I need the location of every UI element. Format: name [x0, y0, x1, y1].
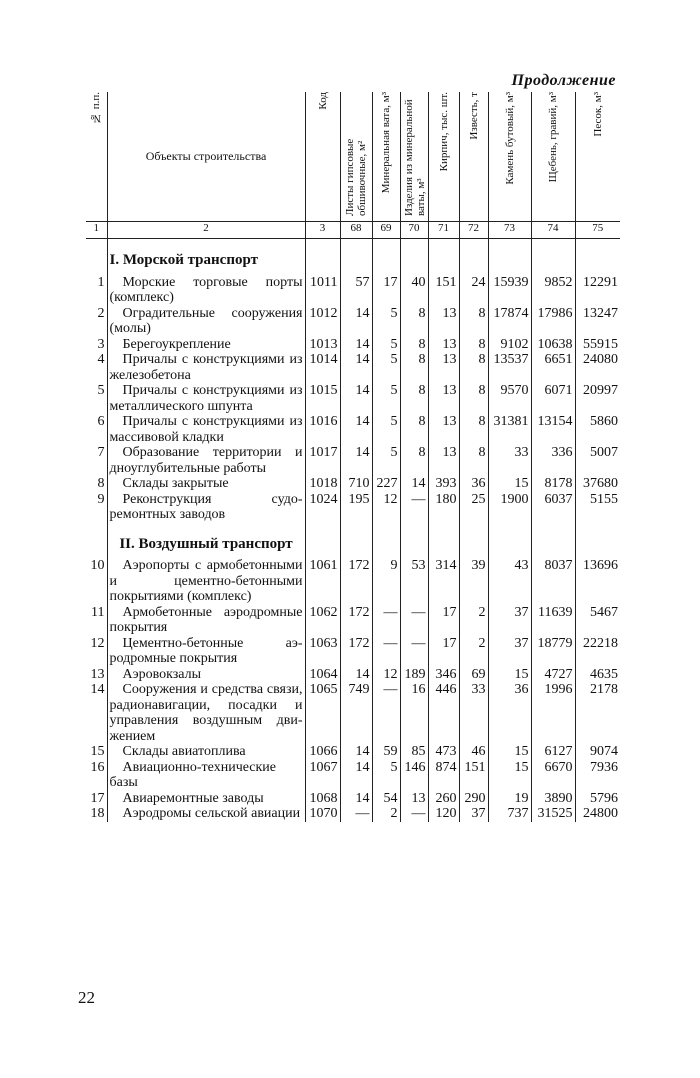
value-cell: 14: [400, 476, 428, 492]
page-number: 22: [78, 988, 95, 1007]
value-cell: 57: [340, 275, 372, 306]
table-row: [86, 791, 620, 807]
row-number: 10: [90, 558, 105, 573]
value-cell: 336: [531, 445, 575, 476]
value-cell: 1900: [488, 492, 531, 523]
empty-cell: [372, 239, 400, 275]
value-cell: 5796: [575, 791, 620, 807]
empty-cell: [488, 239, 531, 275]
empty-cell: [305, 239, 340, 275]
value-cell: 120: [428, 806, 459, 822]
value-cell: 14: [340, 760, 372, 791]
row-number: 6: [97, 414, 105, 429]
object-name: Склады авиатоплива: [107, 744, 305, 760]
empty-cell: [428, 523, 459, 559]
value-cell: 4727: [531, 667, 575, 683]
value-cell: 31525: [531, 806, 575, 822]
table-row: [86, 605, 620, 636]
row-number: 9: [97, 491, 105, 507]
value-cell: 2: [372, 806, 400, 822]
value-cell: 749: [340, 682, 372, 744]
value-cell: 13: [428, 383, 459, 414]
header-col-72: Известь, т: [459, 92, 488, 222]
value-cell: 8: [459, 383, 488, 414]
column-number-row: [86, 222, 620, 239]
value-cell: 7936: [575, 760, 620, 791]
value-cell: 4635: [575, 667, 620, 683]
value-cell: —: [340, 806, 372, 822]
value-cell: 2: [459, 605, 488, 636]
table-row: [86, 806, 620, 822]
empty-cell: [86, 523, 107, 559]
code-cell: 1016: [305, 414, 340, 445]
value-cell: 59: [372, 744, 400, 760]
value-cell: 12291: [575, 275, 620, 306]
table-row: [86, 414, 620, 445]
value-cell: 13: [400, 791, 428, 807]
column-number: 71: [428, 222, 459, 239]
value-cell: 24: [459, 275, 488, 306]
table-row: [86, 383, 620, 414]
value-cell: 16: [400, 682, 428, 744]
value-cell: 10638: [531, 337, 575, 353]
value-cell: 14: [340, 791, 372, 807]
row-number: 16: [90, 759, 105, 775]
value-cell: 14: [340, 337, 372, 353]
object-name: Авиационно-технические базы: [107, 760, 305, 791]
value-cell: 37: [488, 605, 531, 636]
value-cell: 6651: [531, 352, 575, 383]
value-cell: 8: [400, 383, 428, 414]
value-cell: 5: [372, 383, 400, 414]
value-cell: 227: [372, 476, 400, 492]
value-cell: 346: [428, 667, 459, 683]
value-cell: 13: [428, 337, 459, 353]
row-number: 17: [90, 790, 105, 806]
value-cell: 9102: [488, 337, 531, 353]
empty-cell: [340, 523, 372, 559]
value-cell: 5: [372, 306, 400, 337]
value-cell: 314: [428, 558, 459, 605]
object-name: Аэродромы сельской авиации: [107, 806, 305, 822]
section-title: II. Воздушный транспорт: [107, 523, 305, 559]
header-objects: Объекты строительства: [107, 92, 305, 222]
value-cell: 39: [459, 558, 488, 605]
value-cell: 5: [372, 445, 400, 476]
column-number: 2: [107, 222, 305, 239]
value-cell: 5155: [575, 492, 620, 523]
object-name: Образование территории и дноуглубительные работы: [107, 445, 305, 476]
value-cell: 14: [340, 744, 372, 760]
object-name: Оградительные сооружения (молы): [107, 306, 305, 337]
value-cell: 55915: [575, 337, 620, 353]
empty-cell: [428, 239, 459, 275]
object-name: Цементно-бетонные аэродромные покрытия: [107, 636, 305, 667]
value-cell: 33: [459, 682, 488, 744]
header-col-69: Минеральная вата, м³: [372, 92, 400, 222]
value-cell: 15: [488, 667, 531, 683]
table-row: [86, 337, 620, 353]
section-heading-row: [86, 523, 620, 559]
column-number: 69: [372, 222, 400, 239]
header-col-74: Щебень, гравий, м³: [531, 92, 575, 222]
value-cell: 46: [459, 744, 488, 760]
value-cell: 36: [488, 682, 531, 744]
header-number: № п.п.: [86, 92, 107, 222]
header-col-71: Кирпич, тыс. шт.: [428, 92, 459, 222]
value-cell: 6037: [531, 492, 575, 523]
table-row: [86, 306, 620, 337]
value-cell: 15: [488, 760, 531, 791]
value-cell: 24080: [575, 352, 620, 383]
code-cell: 1064: [305, 667, 340, 683]
value-cell: 9852: [531, 275, 575, 306]
row-number: 12: [90, 635, 105, 651]
value-cell: 19: [488, 791, 531, 807]
value-cell: 12: [372, 667, 400, 683]
row-number: 11: [91, 604, 105, 620]
value-cell: 8: [459, 352, 488, 383]
value-cell: 6071: [531, 383, 575, 414]
value-cell: 5860: [575, 414, 620, 445]
value-cell: 9570: [488, 383, 531, 414]
row-number: 7: [97, 445, 105, 460]
column-number: 70: [400, 222, 428, 239]
value-cell: 13: [428, 306, 459, 337]
value-cell: 8: [459, 306, 488, 337]
value-cell: 13537: [488, 352, 531, 383]
table-row: [86, 636, 620, 667]
row-number: 8: [97, 476, 105, 491]
object-name: Авиаремонтные заводы: [107, 791, 305, 807]
empty-cell: [305, 523, 340, 559]
object-name: Склады закрытые: [107, 476, 305, 492]
value-cell: 14: [340, 667, 372, 683]
value-cell: 54: [372, 791, 400, 807]
value-cell: —: [372, 636, 400, 667]
value-cell: —: [372, 605, 400, 636]
column-number: 1: [86, 222, 107, 239]
table-row: [86, 667, 620, 683]
object-name: Причалы с конструкциями из железобетона: [107, 352, 305, 383]
value-cell: 5: [372, 352, 400, 383]
table-row: [86, 492, 620, 523]
code-cell: 1065: [305, 682, 340, 744]
column-number: 68: [340, 222, 372, 239]
value-cell: 172: [340, 605, 372, 636]
header-row: [86, 92, 620, 222]
value-cell: 8: [459, 414, 488, 445]
value-cell: 172: [340, 636, 372, 667]
value-cell: 9: [372, 558, 400, 605]
object-name: Морские торговые порты (комплекс): [107, 275, 305, 306]
code-cell: 1070: [305, 806, 340, 822]
value-cell: 17: [428, 636, 459, 667]
code-cell: 1061: [305, 558, 340, 605]
value-cell: 189: [400, 667, 428, 683]
object-name: Аэровокзалы: [107, 667, 305, 683]
section-title: I. Морской транспорт: [107, 239, 305, 275]
value-cell: 37: [488, 636, 531, 667]
object-name: Армобетонные аэродромные покрытия: [107, 605, 305, 636]
code-cell: 1024: [305, 492, 340, 523]
value-cell: 14: [340, 306, 372, 337]
section-heading-row: [86, 239, 620, 275]
value-cell: 146: [400, 760, 428, 791]
value-cell: 2178: [575, 682, 620, 744]
empty-cell: [86, 239, 107, 275]
column-number: 74: [531, 222, 575, 239]
value-cell: 18779: [531, 636, 575, 667]
value-cell: 11639: [531, 605, 575, 636]
row-number: 18: [90, 806, 105, 821]
value-cell: 13696: [575, 558, 620, 605]
value-cell: 14: [340, 414, 372, 445]
value-cell: 17: [428, 605, 459, 636]
code-cell: 1013: [305, 337, 340, 353]
empty-cell: [575, 523, 620, 559]
value-cell: 151: [428, 275, 459, 306]
value-cell: 69: [459, 667, 488, 683]
column-number: 73: [488, 222, 531, 239]
value-cell: 2: [459, 636, 488, 667]
value-cell: —: [400, 806, 428, 822]
object-name: Реконструкция судоремонтных заводов: [107, 492, 305, 523]
value-cell: 85: [400, 744, 428, 760]
header-code: Код: [305, 92, 340, 222]
value-cell: 43: [488, 558, 531, 605]
row-number: 13: [90, 666, 105, 682]
value-cell: 8178: [531, 476, 575, 492]
code-cell: 1017: [305, 445, 340, 476]
value-cell: 37: [459, 806, 488, 822]
table-row: [86, 275, 620, 306]
value-cell: 446: [428, 682, 459, 744]
header-col-73: Камень бутовый, м³: [488, 92, 531, 222]
empty-cell: [340, 239, 372, 275]
code-cell: 1068: [305, 791, 340, 807]
value-cell: 737: [488, 806, 531, 822]
continuation-label: Продолжение: [511, 72, 616, 89]
table-row: [86, 352, 620, 383]
value-cell: 710: [340, 476, 372, 492]
table-row: [86, 760, 620, 791]
value-cell: 195: [340, 492, 372, 523]
row-number: 2: [97, 305, 105, 321]
value-cell: 17: [372, 275, 400, 306]
column-number: 72: [459, 222, 488, 239]
value-cell: 6127: [531, 744, 575, 760]
empty-cell: [400, 239, 428, 275]
value-cell: 3890: [531, 791, 575, 807]
value-cell: —: [400, 636, 428, 667]
empty-cell: [531, 239, 575, 275]
empty-cell: [400, 523, 428, 559]
value-cell: 24800: [575, 806, 620, 822]
value-cell: 40: [400, 275, 428, 306]
value-cell: 25: [459, 492, 488, 523]
value-cell: 8: [400, 337, 428, 353]
code-cell: 1012: [305, 306, 340, 337]
row-number: 3: [97, 336, 105, 352]
code-cell: 1067: [305, 760, 340, 791]
value-cell: 13: [428, 352, 459, 383]
header-col-68: Листы гипсовые обшивочные, м²: [340, 92, 372, 222]
value-cell: —: [400, 492, 428, 523]
value-cell: 9074: [575, 744, 620, 760]
value-cell: 12: [372, 492, 400, 523]
value-cell: 13: [428, 414, 459, 445]
value-cell: 22218: [575, 636, 620, 667]
value-cell: 172: [340, 558, 372, 605]
value-cell: 5007: [575, 445, 620, 476]
code-cell: 1018: [305, 476, 340, 492]
value-cell: 33: [488, 445, 531, 476]
value-cell: 8037: [531, 558, 575, 605]
value-cell: —: [372, 682, 400, 744]
value-cell: 17986: [531, 306, 575, 337]
value-cell: 473: [428, 744, 459, 760]
row-number: 4: [97, 352, 105, 367]
value-cell: 260: [428, 791, 459, 807]
value-cell: 393: [428, 476, 459, 492]
row-number: 5: [97, 383, 105, 398]
empty-cell: [372, 523, 400, 559]
object-name: Берегоукрепление: [107, 337, 305, 353]
empty-cell: [459, 523, 488, 559]
code-cell: 1011: [305, 275, 340, 306]
column-number: 3: [305, 222, 340, 239]
value-cell: 13154: [531, 414, 575, 445]
value-cell: 290: [459, 791, 488, 807]
value-cell: 14: [340, 383, 372, 414]
value-cell: 31381: [488, 414, 531, 445]
value-cell: 8: [400, 306, 428, 337]
value-cell: 36: [459, 476, 488, 492]
value-cell: 17874: [488, 306, 531, 337]
object-name: Сооружения и средства связи, радионавигации, посадки и управления воздушным движением: [107, 682, 305, 744]
value-cell: 5: [372, 760, 400, 791]
object-name: Причалы с конструкциями из металлического шпунта: [107, 383, 305, 414]
value-cell: 5: [372, 337, 400, 353]
empty-cell: [488, 523, 531, 559]
value-cell: 180: [428, 492, 459, 523]
code-cell: 1066: [305, 744, 340, 760]
value-cell: 8: [400, 414, 428, 445]
value-cell: 37680: [575, 476, 620, 492]
header-col-70: Изделия из минеральной ваты, м³: [400, 92, 428, 222]
materials-table: [86, 92, 620, 822]
value-cell: 15939: [488, 275, 531, 306]
value-cell: 1996: [531, 682, 575, 744]
table-row: [86, 476, 620, 492]
table-row: [86, 682, 620, 744]
value-cell: 14: [340, 445, 372, 476]
value-cell: 20997: [575, 383, 620, 414]
table-row: [86, 744, 620, 760]
value-cell: 8: [459, 445, 488, 476]
table-row: [86, 445, 620, 476]
object-name: Причалы с конструкциями из массивовой кладки: [107, 414, 305, 445]
code-cell: 1062: [305, 605, 340, 636]
column-number: 75: [575, 222, 620, 239]
value-cell: 15: [488, 744, 531, 760]
value-cell: 8: [400, 352, 428, 383]
row-number: 15: [90, 744, 105, 759]
code-cell: 1015: [305, 383, 340, 414]
code-cell: 1063: [305, 636, 340, 667]
value-cell: 874: [428, 760, 459, 791]
row-number: 1: [97, 274, 105, 290]
value-cell: 13: [428, 445, 459, 476]
value-cell: 5467: [575, 605, 620, 636]
object-name: Аэропорты с армобетонными и цементно-бетонными покрытиями (комплекс): [107, 558, 305, 605]
code-cell: 1014: [305, 352, 340, 383]
value-cell: —: [400, 605, 428, 636]
table-row: [86, 558, 620, 605]
empty-cell: [531, 523, 575, 559]
value-cell: 6670: [531, 760, 575, 791]
value-cell: 8: [459, 337, 488, 353]
empty-cell: [459, 239, 488, 275]
row-number: 14: [90, 682, 105, 697]
value-cell: 14: [340, 352, 372, 383]
header-col-75: Песок, м³: [575, 92, 620, 222]
value-cell: 5: [372, 414, 400, 445]
empty-cell: [575, 239, 620, 275]
value-cell: 13247: [575, 306, 620, 337]
value-cell: 53: [400, 558, 428, 605]
value-cell: 15: [488, 476, 531, 492]
value-cell: 151: [459, 760, 488, 791]
value-cell: 8: [400, 445, 428, 476]
